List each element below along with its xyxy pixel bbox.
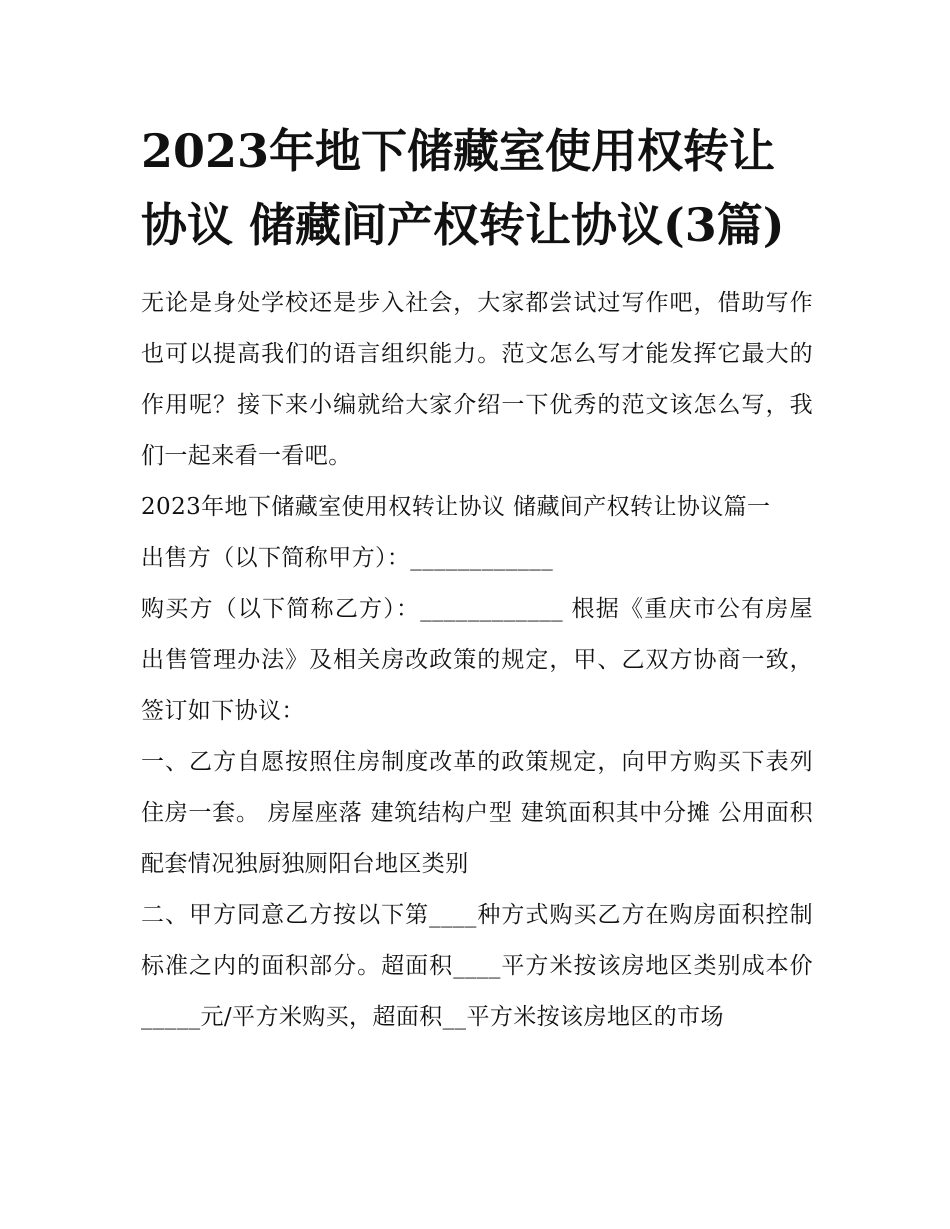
clause-one: 一、乙方自愿按照住房制度改革的政策规定，向甲方购买下表列住房一套。 房屋座落 建筑结构户型 建筑面积其中分摊 公用面积 配套情况独厨独厕阳台地区类别 xyxy=(141,749,813,877)
section-heading: 2023年地下储藏室使用权转让协议 储藏间产权转让协议篇一 xyxy=(141,494,771,520)
document-title: 2023年地下储藏室使用权转让协议 储藏间产权转让协议(3篇) xyxy=(141,124,785,252)
document-body xyxy=(141,114,813,1043)
seller-line: 出售方（以下简称甲方）：____________ xyxy=(141,545,554,571)
clause-two: 二、甲方同意乙方按以下第____种方式购买乙方在购房面积控制标准之内的面积部分。超面积____平方米按该房地区类别成本价_____元/平方米购买，超面积__平方米按该房地区的市场 xyxy=(141,902,813,1030)
intro-paragraph: 无论是身处学校还是步入社会，大家都尝试过写作吧，借助写作也可以提高我们的语言组织能力。范文怎么写才能发挥它最大的作用呢？接下来小编就给大家介绍一下优秀的范文该怎么写，我们一起来看一看吧。 xyxy=(141,290,813,469)
buyer-paragraph: 购买方（以下简称乙方）：____________ 根据《重庆市公有房屋出售管理办法》及相关房改政策的规定，甲、乙双方协商一致，签订如下协议： xyxy=(141,596,813,724)
